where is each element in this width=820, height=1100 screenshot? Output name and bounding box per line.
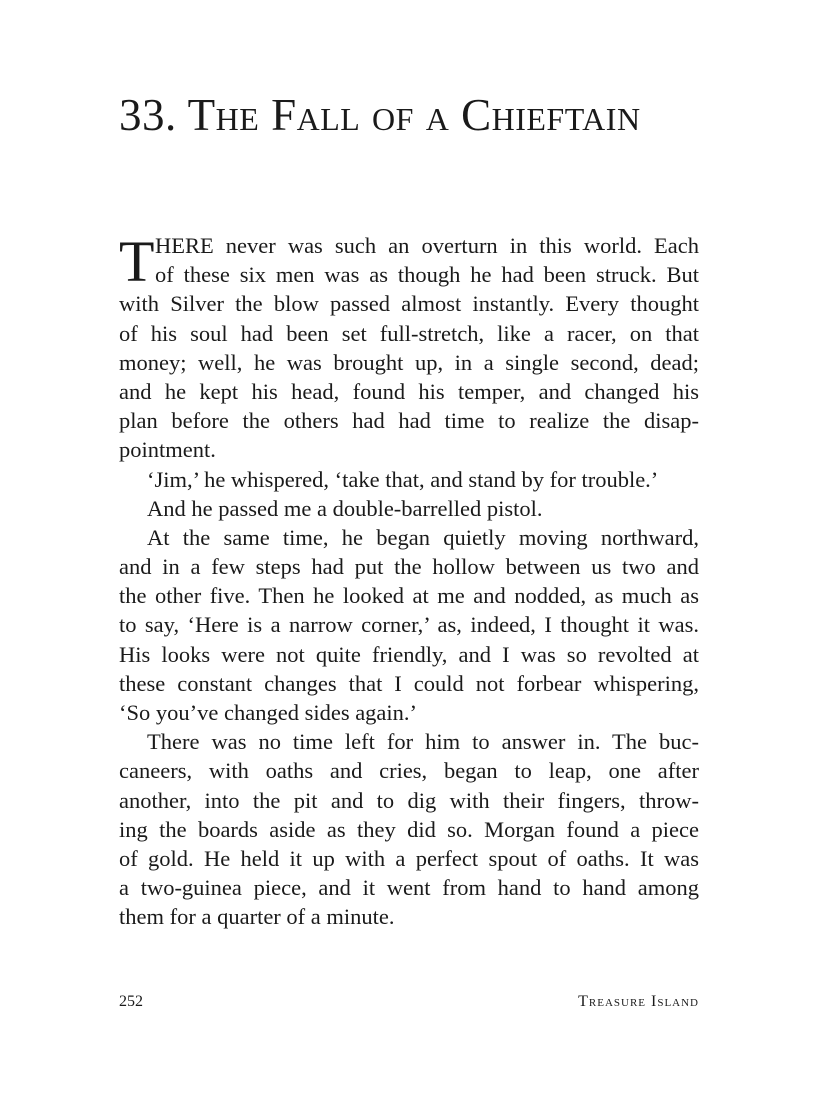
text-line: to say, ‘Here is a narrow corner,’ as, indeed, I thought it was. xyxy=(119,612,699,638)
text-line: caneers, with oaths and cries, began to leap, one after xyxy=(119,758,699,784)
text-line: HERE never was such an overturn in this world. Each xyxy=(155,233,699,258)
text-line: of these six men was as though he had been struck. But xyxy=(155,262,699,288)
text-line: with Silver the blow passed almost instantly. Every thought xyxy=(119,291,699,317)
text-line: money; well, he was brought up, in a single second, dead; xyxy=(119,349,699,375)
text-line: another, into the pit and to dig with their fingers, throw- xyxy=(119,787,699,813)
text-line: and he kept his head, found his temper, and changed his xyxy=(119,378,699,404)
text-line: There was no time left for him to answer in. The buc- xyxy=(147,729,699,755)
text-line: and in a few steps had put the hollow between us two and xyxy=(119,554,699,580)
text-line: them for a quarter of a minute. xyxy=(119,904,395,930)
text-line: ing the boards aside as they did so. Morgan found a piece xyxy=(119,816,699,842)
text-line: the other five. Then he looked at me and nodded, as much as xyxy=(119,583,699,609)
text-line: plan before the others had had time to realize the disap- xyxy=(119,408,699,434)
page-number: 252 xyxy=(119,993,143,1010)
text-line: ‘So you’ve changed sides again.’ xyxy=(119,700,418,725)
chapter-body xyxy=(119,231,699,932)
chapter-title: 33. The Fall of a Chieftain xyxy=(119,90,641,140)
text-line: of gold. He held it up with a perfect spout of oaths. It was xyxy=(119,845,699,871)
text-line: And he passed me a double-barrelled pistol. xyxy=(147,495,543,521)
text-line: ‘Jim,’ he whispered, ‘take that, and stand by for trouble.’ xyxy=(147,466,659,492)
drop-cap: T xyxy=(119,229,155,294)
text-line: At the same time, he began quietly moving northward, xyxy=(147,524,699,550)
text-line: a two-guinea piece, and it went from hand to hand among xyxy=(119,875,699,901)
text-line: pointment. xyxy=(119,437,216,463)
text-line: of his soul had been set full-stretch, like a racer, on that xyxy=(119,320,699,346)
text-line: His looks were not quite friendly, and I was so revolted at xyxy=(119,641,699,667)
text-line: these constant changes that I could not forbear whispering, xyxy=(119,670,699,696)
running-footer-title: Treasure Island xyxy=(578,993,699,1010)
